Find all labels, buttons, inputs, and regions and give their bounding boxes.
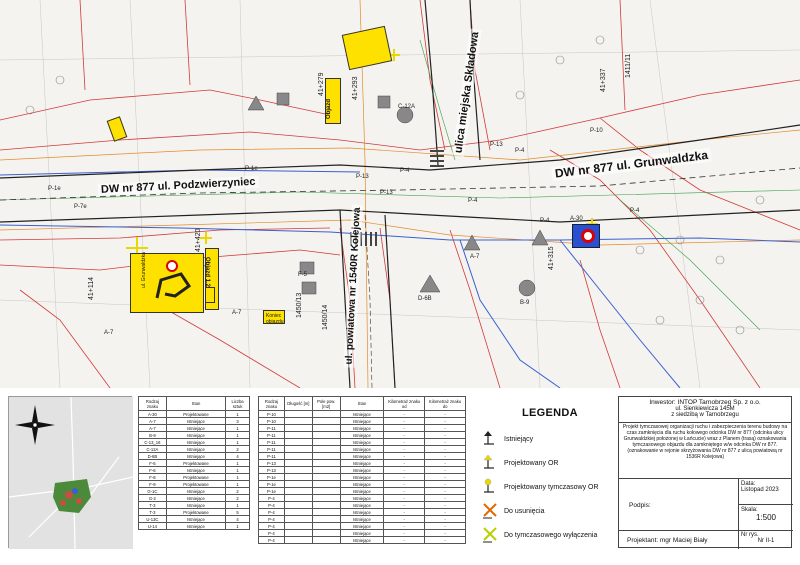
table-row [139, 432, 250, 439]
table-cell: - [425, 502, 466, 509]
table-cell: P-4 [259, 530, 285, 537]
table-cell: - [384, 439, 425, 446]
drawing-number-value: Nr II-1 [757, 538, 775, 544]
project-description-note: (oznakowanie w rejonie skrzyżowania DW nr 877 z ulicą powiatową nr 1536R Kolejowa) [627, 448, 783, 460]
table-row [139, 453, 250, 460]
table-cell [284, 495, 312, 502]
table-cell: Istniejące [166, 432, 225, 439]
legend-title: LEGENDA [522, 407, 578, 419]
table-cell [284, 453, 312, 460]
table-cell: Istniejące [166, 516, 225, 523]
table-cell: - [425, 474, 466, 481]
table-cell: Istniejące [340, 425, 384, 432]
table-cell: Istniejące [340, 516, 384, 523]
table-cell: B-9 [139, 432, 167, 439]
chainage-label: 41+114 [88, 276, 95, 300]
table-cell: Istniejące [340, 502, 384, 509]
table-cell: 1 [226, 474, 250, 481]
table-cell [284, 460, 312, 467]
table-cell: - [425, 509, 466, 516]
table-cell: Istniejące [166, 502, 225, 509]
marking-label: P-4 [540, 218, 550, 224]
legend-label: Do tymczasowego wyłączenia [504, 532, 598, 539]
end-detour-text: Koniec objazdu [266, 313, 284, 325]
parcel-number: 1450/13 [296, 292, 303, 318]
sign-code-label: F-5 [298, 272, 307, 278]
detour-sign-text: Objazd [326, 98, 332, 119]
table-row [259, 453, 466, 460]
table-cell: - [384, 425, 425, 432]
table-cell: - [384, 453, 425, 460]
table-row [259, 467, 466, 474]
table-row [259, 502, 466, 509]
overview-linework [9, 397, 133, 549]
table-cell: P-11 [259, 446, 285, 453]
table-row [259, 474, 466, 481]
table-cell: A-30 [139, 411, 167, 418]
legend [474, 396, 604, 548]
table-cell: 1 [226, 467, 250, 474]
sign-code-label: A-7 [232, 310, 242, 316]
project-description [619, 423, 791, 479]
table-cell: P-10 [259, 411, 285, 418]
table-cell: - [384, 516, 425, 523]
table-cell [312, 418, 340, 425]
closed-road-sign [166, 260, 178, 272]
table-cell [284, 411, 312, 418]
planned-sign-icon [482, 454, 500, 472]
table-cell [284, 523, 312, 530]
scale-value: 1:500 [755, 513, 777, 522]
table-cell: - [425, 418, 466, 425]
table-cell: Istniejące [340, 495, 384, 502]
table-cell [312, 502, 340, 509]
table-cell: - [425, 488, 466, 495]
table-cell [312, 460, 340, 467]
sign-code-label: A-30 [570, 216, 583, 222]
table-cell: - [425, 523, 466, 530]
table-cell: - [384, 488, 425, 495]
table-cell: F-9 [139, 481, 167, 488]
table-cell: P-11 [259, 432, 285, 439]
street-label-podzwierzyniec: DW nr 877 ul. Podzwierzyniec [98, 176, 259, 196]
table-row [139, 467, 250, 474]
table-cell [284, 446, 312, 453]
sign-code-label: B-9 [520, 300, 530, 306]
table-row [259, 516, 466, 523]
table-cell: G-1C [139, 488, 167, 495]
table-cell: Istniejące [166, 467, 225, 474]
table-row [139, 509, 250, 516]
investor-block [619, 397, 791, 423]
table-cell: P-4 [259, 523, 285, 530]
table-cell: - [425, 530, 466, 537]
table-row [139, 460, 250, 467]
table-cell: Istniejące [166, 523, 225, 530]
table-row [259, 488, 466, 495]
table-cell: Istniejące [340, 460, 384, 467]
table-cell: 1 [226, 432, 250, 439]
legend-label: Projektowany tymczasowy OR [504, 484, 599, 491]
table-cell: T-3 [139, 509, 167, 516]
investor-name: Inwestor: INTOP Tarnobrzeg Sp. z o.o. [649, 399, 761, 406]
end-detour-sign [263, 310, 285, 324]
table-cell: - [384, 495, 425, 502]
table-cell: 1 [226, 411, 250, 418]
table-cell: P-13 [259, 467, 285, 474]
table-cell: - [425, 425, 466, 432]
table-cell [312, 432, 340, 439]
table-cell [284, 530, 312, 537]
table-row [139, 474, 250, 481]
table-cell: A-7 [139, 425, 167, 432]
table-cell [284, 425, 312, 432]
table-cell [284, 509, 312, 516]
table-row [139, 411, 250, 418]
table-header: Stan [166, 397, 225, 411]
sign-inventory-table [138, 396, 250, 530]
table-cell: - [384, 432, 425, 439]
investor-seat: z siedzibą w Tarnobrzegu [671, 412, 739, 418]
table-row [259, 418, 466, 425]
table-header: Stan [340, 397, 384, 411]
marking-inventory-table [258, 396, 466, 544]
marking-label: P-13 [380, 190, 393, 196]
table-cell: Istniejące [340, 537, 384, 544]
table-cell: 1 [226, 502, 250, 509]
detour-sign-text: Objazd 1.2 [204, 257, 210, 288]
table-cell: 2 [226, 495, 250, 502]
temporary-sign-icon [482, 478, 500, 496]
legend-label: Do usunięcia [504, 508, 545, 515]
street-label-skladowa: ulica miejska Składowa [452, 28, 482, 157]
table-cell: - [384, 460, 425, 467]
legend-label: Istniejący [504, 436, 534, 443]
table-cell: C-12A [139, 446, 167, 453]
parcel-number: 1450/14 [322, 304, 329, 330]
table-cell: - [384, 474, 425, 481]
marking-label: P-4 [515, 148, 525, 154]
table-cell [312, 446, 340, 453]
table-row [139, 439, 250, 446]
table-cell: P-11 [259, 453, 285, 460]
table-cell: - [384, 411, 425, 418]
table-row [139, 516, 250, 523]
date-label: Data: [741, 481, 756, 487]
table-cell: 1 [226, 460, 250, 467]
table-cell: P-4 [259, 537, 285, 544]
table-cell: Istniejące [340, 467, 384, 474]
table-cell: 1 [226, 439, 250, 446]
table-cell: - [384, 446, 425, 453]
sign-code-label: C-12A [398, 104, 416, 110]
scale-cell [739, 505, 793, 531]
table-cell: Projektowane [166, 509, 225, 516]
chainage-label: 41+279 [318, 72, 325, 96]
table-row [259, 439, 466, 446]
scale-label: Skala: [741, 507, 758, 513]
table-cell: D-6B [139, 453, 167, 460]
date-cell [739, 479, 793, 505]
table-row [259, 537, 466, 544]
table-cell: P-11 [259, 439, 285, 446]
table-cell [312, 530, 340, 537]
table-cell: - [425, 432, 466, 439]
table-row [139, 502, 250, 509]
table-cell: Istniejące [340, 446, 384, 453]
table-cell: Istniejące [166, 439, 225, 446]
table-cell: P-1e [259, 481, 285, 488]
table-cell: Istniejące [166, 446, 225, 453]
detour-sign [325, 78, 341, 124]
table-cell: P-13 [259, 460, 285, 467]
parcel-number: 1411/11 [625, 53, 632, 78]
table-cell: P-1e [259, 488, 285, 495]
table-cell [284, 537, 312, 544]
chainage-label: 41+315 [548, 246, 555, 270]
legend-item [474, 505, 606, 519]
table-cell: - [425, 537, 466, 544]
table-cell: Istniejące [340, 418, 384, 425]
table-header: Rodzaj znaku [139, 397, 167, 411]
table-cell: - [425, 439, 466, 446]
marking-label: P-13 [356, 174, 369, 180]
table-cell: Istniejące [340, 488, 384, 495]
table-cell [284, 467, 312, 474]
table-row [139, 425, 250, 432]
table-header: Kilometraż znaku od [384, 397, 425, 411]
location-overview-map [8, 396, 132, 548]
table-cell: Projektowane [166, 481, 225, 488]
table-row [139, 523, 250, 530]
table-cell [312, 425, 340, 432]
table-cell: Istniejące [166, 495, 225, 502]
table-cell: 4 [226, 453, 250, 460]
table-header: Pole pow. [m2] [312, 397, 340, 411]
table-cell: Istniejące [340, 439, 384, 446]
designer-name: Projektant: mgr Maciej Biały [627, 537, 708, 544]
table-cell: - [425, 411, 466, 418]
project-description-text: Projekt tymczasowej organizacji ruchu i zabezpieczenia terenu budowy na czas zamknięcia dla ruchu kołowego odcinka DW nr 877 (odcinka ulicy Grunwaldzkiej położonej w Łańcucie) wraz z Planem (trasą) oznakowania tymczasowego objazdu dla zamkniętego w/w odcinka DW nr 877. [622, 424, 788, 448]
table-cell: P-4 [259, 516, 285, 523]
table-cell: Istniejące [340, 474, 384, 481]
marking-label: P-1e [245, 166, 258, 172]
marking-label: P-4 [468, 198, 478, 204]
table-row [259, 432, 466, 439]
table-cell: - [425, 460, 466, 467]
table-cell: Istniejące [340, 509, 384, 516]
table-row [259, 523, 466, 530]
sign-code-label: D-6B [418, 296, 432, 302]
table-cell: F-5 [139, 460, 167, 467]
marking-label: P-4 [400, 168, 410, 174]
table-cell: Projektowane [166, 460, 225, 467]
table-cell: - [425, 453, 466, 460]
legend-item [474, 481, 606, 495]
table-cell: Istniejące [340, 411, 384, 418]
table-cell: A-7 [139, 418, 167, 425]
small-plate-sign [205, 287, 215, 303]
table-row [259, 425, 466, 432]
table-cell [312, 516, 340, 523]
table-cell: P-4 [259, 509, 285, 516]
table-cell: - [384, 523, 425, 530]
table-cell: - [384, 481, 425, 488]
table-cell [312, 488, 340, 495]
table-row [259, 530, 466, 537]
table-cell [312, 439, 340, 446]
table-cell: F-6 [139, 467, 167, 474]
table-cell: U-14 [139, 523, 167, 530]
table-cell [312, 523, 340, 530]
table-cell: - [384, 502, 425, 509]
legend-item [474, 529, 606, 543]
detour-board-text: ul. Grunwaldzka [141, 252, 147, 288]
table-cell: 1 [226, 481, 250, 488]
table-cell: - [425, 467, 466, 474]
table-cell: 1 [226, 425, 250, 432]
table-cell: 5 [226, 509, 250, 516]
legend-item [474, 457, 606, 471]
table-cell [312, 495, 340, 502]
street-label-grunwaldzka: DW nr 877 ul. Grunwaldzka [551, 148, 712, 181]
chainage-label: 41+337 [600, 68, 607, 92]
table-cell: P-4 [259, 502, 285, 509]
table-cell [312, 509, 340, 516]
table-cell: Istniejące [340, 453, 384, 460]
table-cell [312, 411, 340, 418]
table-cell: F-8 [139, 474, 167, 481]
table-row [259, 411, 466, 418]
table-cell [284, 474, 312, 481]
table-cell [284, 481, 312, 488]
table-header: Kilometraż znaku do [425, 397, 466, 411]
table-row [139, 446, 250, 453]
table-cell [284, 488, 312, 495]
table-cell [312, 537, 340, 544]
chainage-label: 41+293 [352, 76, 359, 100]
table-cell [284, 439, 312, 446]
drawing-number-cell [739, 531, 793, 549]
table-cell: - [384, 537, 425, 544]
table-cell: - [425, 516, 466, 523]
table-cell: Istniejące [166, 418, 225, 425]
table-cell: 2 [226, 488, 250, 495]
table-cell [312, 474, 340, 481]
table-row [259, 481, 466, 488]
chainage-label: 41+420 [195, 228, 202, 252]
investor-address: ul. Sienkiewicza 145M [675, 406, 735, 412]
table-cell: - [425, 495, 466, 502]
table-cell: 4 [226, 516, 250, 523]
table-cell: P-4 [259, 495, 285, 502]
table-cell: C-13_16 [139, 439, 167, 446]
table-cell: - [425, 446, 466, 453]
table-cell: P-11 [259, 425, 285, 432]
table-row [139, 488, 250, 495]
table-row [139, 481, 250, 488]
table-cell: Istniejące [340, 523, 384, 530]
table-cell: Projektowane [166, 474, 225, 481]
table-cell: 2 [226, 446, 250, 453]
marking-label: P-13 [490, 142, 503, 148]
table-cell: Istniejące [166, 453, 225, 460]
table-cell: 1 [226, 523, 250, 530]
table-cell: - [384, 418, 425, 425]
designer-cell [619, 531, 739, 549]
sign-code-label: A-7 [104, 330, 114, 336]
table-header: Długość [m] [284, 397, 312, 411]
table-row [259, 446, 466, 453]
signature-cell [619, 479, 739, 531]
marking-label: P-7e [74, 204, 87, 210]
table-cell: P-10 [259, 418, 285, 425]
street-label-kolejowa: ul. powiatowa nr 1540R Kolejowa [344, 204, 364, 368]
legend-label: Projektowany OR [504, 460, 559, 467]
marking-label: P-4 [630, 208, 640, 214]
marking-label: P-10 [590, 128, 603, 134]
table-cell: T-3 [139, 502, 167, 509]
table-cell [312, 453, 340, 460]
table-cell: Istniejące [340, 530, 384, 537]
table-cell: - [384, 530, 425, 537]
table-header: Liczba sztuk [226, 397, 250, 411]
table-row [259, 460, 466, 467]
sign-code-label: A-7 [470, 254, 480, 260]
table-row [259, 509, 466, 516]
table-cell: G-2 [139, 495, 167, 502]
marking-label: P-1e [48, 186, 61, 192]
signature-label: Podpis: [629, 502, 651, 509]
table-row [139, 418, 250, 425]
table-cell [284, 516, 312, 523]
disable-cross-icon [482, 526, 500, 544]
table-cell: Istniejące [340, 432, 384, 439]
table-cell: - [425, 481, 466, 488]
remove-cross-icon [482, 502, 500, 520]
table-cell [284, 432, 312, 439]
table-header: Rodzaj znaku [259, 397, 285, 411]
table-cell: 3 [226, 418, 250, 425]
table-row [259, 495, 466, 502]
table-cell: Projektowane [166, 411, 225, 418]
existing-sign-icon [482, 430, 500, 448]
legend-item [474, 433, 606, 447]
table-cell [284, 418, 312, 425]
date-value: Listopad 2023 [741, 487, 779, 493]
table-cell: Istniejące [166, 488, 225, 495]
table-cell [312, 481, 340, 488]
title-block [618, 396, 792, 548]
table-cell: - [384, 509, 425, 516]
table-cell: - [384, 467, 425, 474]
table-cell [284, 502, 312, 509]
table-row [139, 495, 250, 502]
table-cell: Istniejące [340, 481, 384, 488]
no-entry-sign-board [572, 224, 600, 248]
table-cell: P-1e [259, 474, 285, 481]
drawing-number-label: Nr rys. [741, 532, 759, 538]
table-cell: Istniejące [166, 425, 225, 432]
table-cell: U-13C [139, 516, 167, 523]
table-cell [312, 467, 340, 474]
